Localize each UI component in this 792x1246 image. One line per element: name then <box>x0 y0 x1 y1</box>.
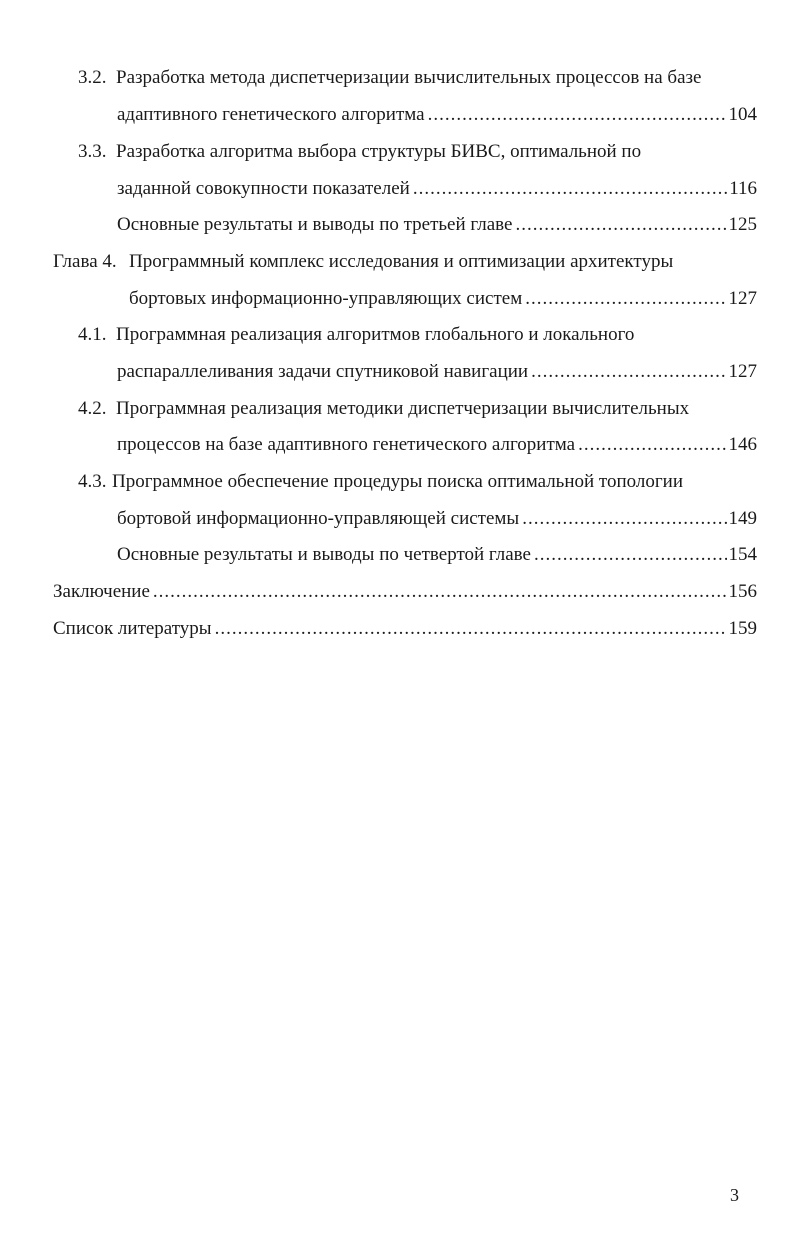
toc-entry-title: Заключение <box>53 581 150 602</box>
toc-page-number: 146 <box>728 434 757 455</box>
toc-entry-title-continued: бортовой информационно-управляющей системы <box>117 508 520 529</box>
toc-entry-conclusion[interactable] <box>53 580 757 604</box>
toc-entry-number: 4.1. <box>78 324 107 345</box>
dot-leader <box>428 103 727 127</box>
dot-leader <box>531 360 726 384</box>
dot-leader <box>215 617 727 641</box>
toc-entry-chapter-4-line-1 <box>53 250 673 274</box>
toc-entry-4-2-line-1 <box>78 397 689 421</box>
page-number: 3 <box>730 1185 739 1205</box>
toc-page-number: 149 <box>728 508 757 529</box>
toc-entry-3-2-line-1 <box>78 66 701 90</box>
toc-page-number: 116 <box>729 178 757 199</box>
toc-entry-title: Список литературы <box>53 618 212 639</box>
toc-entry-4-1-line-2[interactable] <box>117 360 757 384</box>
dot-leader <box>578 433 726 457</box>
toc-page-number: 156 <box>728 581 757 602</box>
toc-entry-references[interactable] <box>53 617 757 641</box>
toc-entry-title: Программная реализация алгоритмов глобального и локального <box>116 324 635 345</box>
toc-entry-number: 3.3. <box>78 141 107 162</box>
dot-leader <box>515 213 726 237</box>
dot-leader <box>534 543 727 567</box>
dot-leader <box>153 580 727 604</box>
dot-leader <box>522 507 726 531</box>
toc-entry-number: 4.3. <box>78 471 107 492</box>
toc-entry-chapter-4-line-2[interactable] <box>129 287 757 311</box>
dot-leader <box>413 177 727 201</box>
toc-entry-title-continued: распараллеливания задачи спутниковой навигации <box>117 361 529 382</box>
toc-entry-title: Основные результаты и выводы по четвертой главе <box>117 544 531 565</box>
toc-entry-results-chapter-3[interactable] <box>117 213 757 237</box>
toc-entry-title: Разработка метода диспетчеризации вычислительных процессов на базе <box>116 67 702 88</box>
toc-entry-4-2-line-2[interactable] <box>117 433 757 457</box>
toc-entry-4-3-line-2[interactable] <box>117 507 757 531</box>
toc-entry-4-1-line-1 <box>78 323 634 347</box>
toc-page-number: 127 <box>728 361 757 382</box>
toc-entry-title: Основные результаты и выводы по третьей главе <box>117 214 513 235</box>
toc-entry-number: Глава 4. <box>53 251 117 272</box>
toc-entry-title-continued: процессов на базе адаптивного генетического алгоритма <box>117 434 576 455</box>
toc-page-number: 125 <box>728 214 757 235</box>
toc-page-number: 159 <box>728 618 757 639</box>
toc-entry-3-3-line-2[interactable] <box>117 177 757 201</box>
toc-entry-3-3-line-1 <box>78 140 641 164</box>
toc-entry-number: 4.2. <box>78 398 107 419</box>
toc-page-number: 154 <box>728 544 757 565</box>
toc-entry-title-continued: адаптивного генетического алгоритма <box>117 104 425 125</box>
toc-entry-title: Программный комплекс исследования и оптимизации архитектуры <box>129 251 674 272</box>
toc-entry-number: 3.2. <box>78 67 107 88</box>
dot-leader <box>525 287 726 311</box>
toc-entry-results-chapter-4[interactable] <box>117 543 757 567</box>
toc-entry-title-continued: заданной совокупности показателей <box>117 178 410 199</box>
toc-page-number: 127 <box>728 288 757 309</box>
toc-entry-title: Программная реализация методики диспетчеризации вычислительных <box>116 398 690 419</box>
toc-page-number: 104 <box>728 104 757 125</box>
toc-entry-3-2-line-2[interactable] <box>117 103 757 127</box>
toc-entry-title-continued: бортовых информационно-управляющих систем <box>129 288 523 309</box>
toc-entry-title: Программное обеспечение процедуры поиска оптимальной топологии <box>112 471 684 492</box>
toc-entry-4-3-line-1 <box>78 470 683 494</box>
toc-entry-title: Разработка алгоритма выбора структуры БИВС, оптимальной по <box>116 141 642 162</box>
